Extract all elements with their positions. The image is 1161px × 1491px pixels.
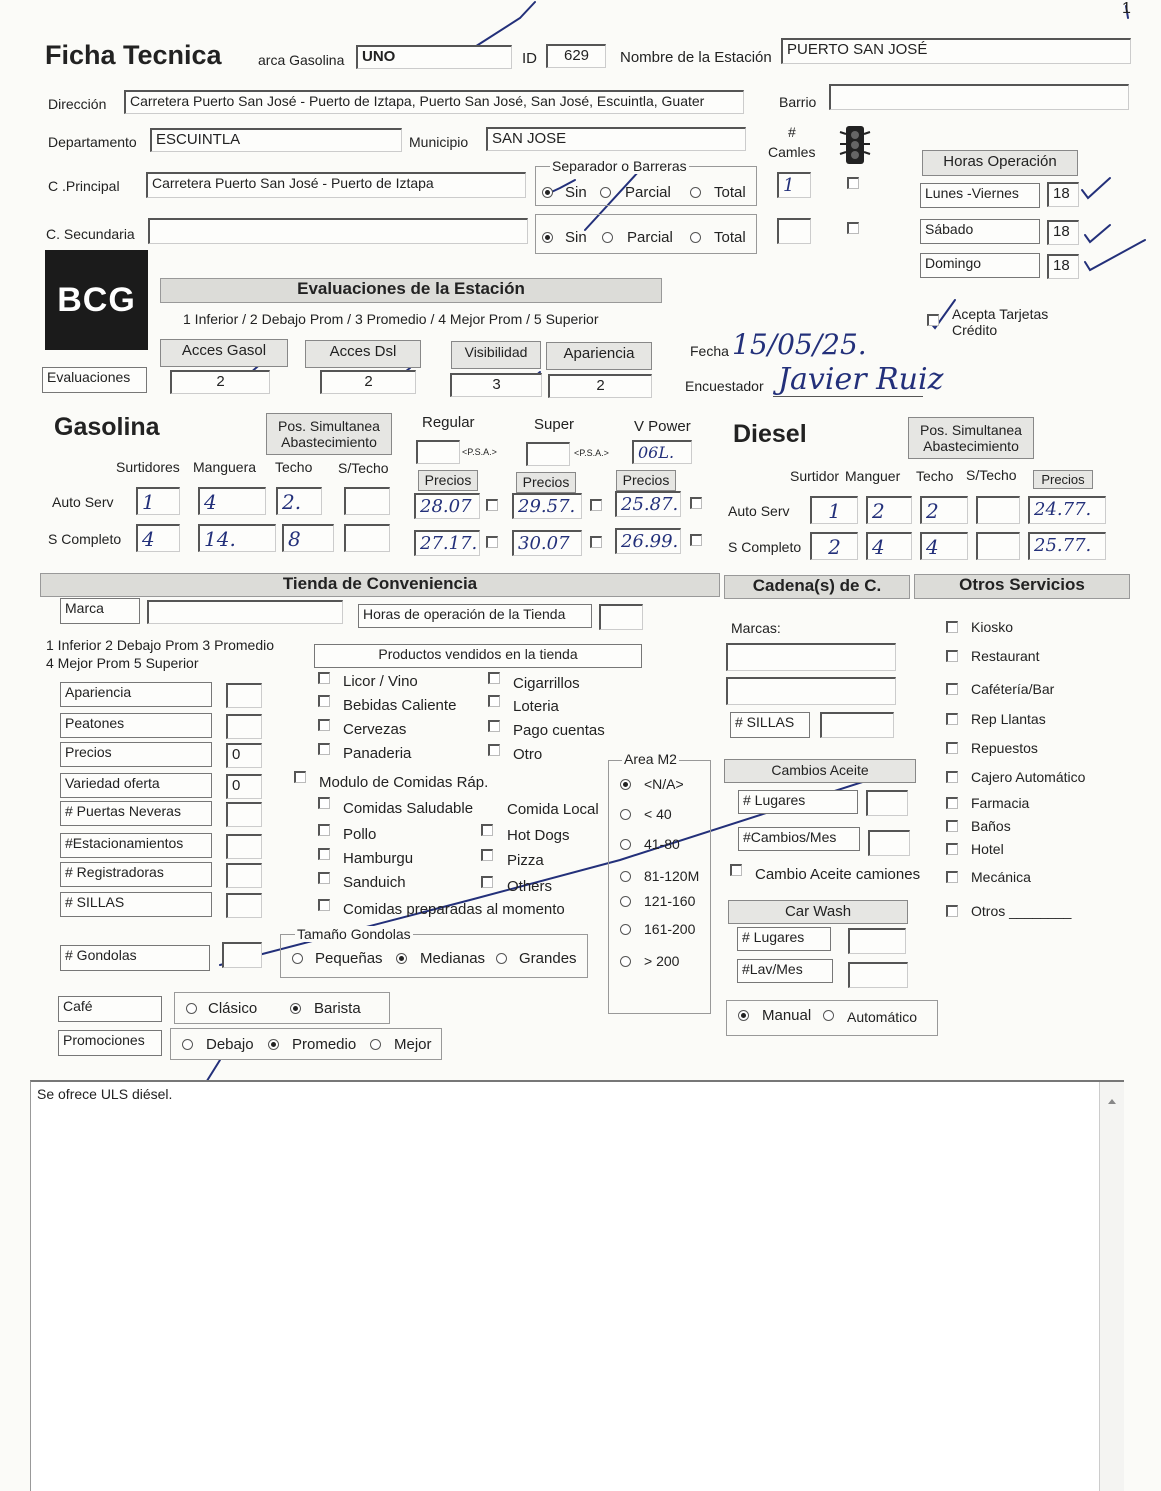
encuestador-value: Javier Ruiz <box>778 362 944 397</box>
otros-servicios-title: Otros Servicios <box>914 574 1130 599</box>
vpower-label: V Power <box>634 418 691 435</box>
acepta-tarjetas-checkbox[interactable] <box>927 314 939 326</box>
calle-secundaria-label: C. Secundaria <box>46 226 135 242</box>
domingo-field[interactable]: 18 <box>1047 254 1079 279</box>
pollo-checkbox[interactable] <box>318 824 330 836</box>
pequenas-label: Pequeñas <box>315 950 383 967</box>
sep1-parcial-radio[interactable] <box>600 187 611 198</box>
area-option-label: 41-80 <box>644 836 680 852</box>
otros-servicio-checkbox[interactable] <box>946 621 958 633</box>
nombre-estacion-label: Nombre de la Estación <box>620 49 772 66</box>
gas-sc-techo[interactable]: 8 <box>282 524 334 552</box>
pizza-label: Pizza <box>507 852 544 869</box>
diesel-auto-precio[interactable]: 24.77. <box>1028 496 1106 524</box>
regular-label: Regular <box>422 414 475 431</box>
marca-gasolina-field[interactable]: UNO <box>356 45 512 69</box>
gas-sc-vpower-check[interactable] <box>690 534 702 546</box>
otros-servicio-label: Mecánica <box>971 869 1031 885</box>
col-manguer: Manguer <box>845 468 901 484</box>
panaderia-label: Panaderia <box>343 745 412 762</box>
camiles-hash: # <box>788 124 796 140</box>
fecha-value: 15/05/25. <box>732 328 867 361</box>
col-manguera: Manguera <box>193 459 257 475</box>
medianas-label: Medianas <box>420 950 486 967</box>
comidas-preparadas-checkbox[interactable] <box>318 899 330 911</box>
otros-servicio-label: Baños <box>971 818 1011 834</box>
comida-saludable-checkbox[interactable] <box>318 797 330 809</box>
diesel-autoserv-label: Auto Serv <box>728 503 790 519</box>
rating-field[interactable] <box>226 863 262 888</box>
diesel-auto-techo[interactable]: 2 <box>920 496 968 524</box>
direccion-label: Dirección <box>48 96 107 112</box>
pizza-checkbox[interactable] <box>481 849 493 861</box>
otros-servicio-label: Farmacia <box>971 795 1030 811</box>
rating-field[interactable] <box>226 714 262 739</box>
clasico-label: Clásico <box>208 1000 258 1017</box>
sep1-total-radio[interactable] <box>690 187 701 198</box>
productos-vendidos-label: Productos vendidos en la tienda <box>314 644 642 668</box>
nombre-estacion-field[interactable]: PUERTO SAN JOSÉ <box>781 38 1131 64</box>
gas-sc-super[interactable]: 30.07 <box>512 530 582 556</box>
sep1-sin-label: Sin <box>565 184 587 201</box>
psa-label-1: <P.S.A.> <box>462 447 497 457</box>
sep2-sin-radio[interactable] <box>542 232 553 243</box>
pollo-label: Pollo <box>343 826 377 843</box>
gas-sc-regular[interactable]: 27.17. <box>414 530 480 556</box>
scroll-up-icon[interactable] <box>1100 1090 1124 1110</box>
marcas-field-1[interactable] <box>726 643 896 671</box>
otros-servicio-checkbox[interactable] <box>946 683 958 695</box>
otros-servicio-checkbox[interactable] <box>946 742 958 754</box>
gasolina-title: Gasolina <box>54 413 160 441</box>
rating-label: Precios <box>60 742 212 767</box>
precios-vpower-button[interactable]: Precios <box>616 470 676 491</box>
automatico-radio[interactable] <box>823 1010 834 1021</box>
barista-radio[interactable] <box>290 1003 301 1014</box>
fecha-label: Fecha <box>690 343 729 359</box>
promociones-label: Promociones <box>58 1030 162 1056</box>
precios-super-button[interactable]: Precios <box>516 472 576 493</box>
comida-local-label: Comida Local <box>507 801 599 818</box>
licor-checkbox[interactable] <box>318 672 330 684</box>
visibilidad-field[interactable]: 3 <box>450 373 542 397</box>
rating-field[interactable]: 0 <box>226 743 262 768</box>
sep2-parcial-label: Parcial <box>627 229 673 246</box>
page-number: 1 <box>1122 0 1131 17</box>
calle-principal-field[interactable]: Carretera Puerto San José - Puerto de Iztapa <box>146 172 526 198</box>
area-option-label: 81-120M <box>644 868 700 884</box>
cigarrillos-label: Cigarrillos <box>513 675 580 692</box>
calle-principal-label: C .Principal <box>48 178 120 194</box>
sanduich-checkbox[interactable] <box>318 872 330 884</box>
rating-label: # Registradoras <box>60 862 212 887</box>
barrio-label: Barrio <box>779 94 817 110</box>
separador-title: Separador o Barreras <box>552 158 687 174</box>
rating-field[interactable] <box>226 834 262 859</box>
marca-gasolina-label: arca Gasolina <box>258 52 345 68</box>
rating-label: Apariencia <box>60 682 212 707</box>
page-title: Ficha Tecnica <box>45 40 222 70</box>
area-option-label: > 200 <box>644 953 680 969</box>
cadena-sillas-field[interactable] <box>820 712 894 738</box>
promedio-label: Promedio <box>292 1036 357 1053</box>
lunes-viernes-label: Lunes -Viernes <box>920 183 1040 208</box>
notes-textarea[interactable] <box>30 1080 1124 1491</box>
bebidas-label: Bebidas Caliente <box>343 697 457 714</box>
area-m2-label: Area M2 <box>624 751 677 767</box>
car-wash-button[interactable]: Car Wash <box>728 900 908 924</box>
acepta-tarjetas-label: Acepta Tarjetas Crédito <box>952 306 1049 338</box>
otros-servicio-checkbox[interactable] <box>946 843 958 855</box>
cadena-sillas-label: # SILLAS <box>730 712 810 738</box>
bcg-logo: BCG <box>45 250 148 350</box>
otros-servicio-label: Repuestos <box>971 740 1038 756</box>
automatico-label: Automático <box>847 1009 918 1025</box>
gas-sc-manguera[interactable]: 14. <box>198 524 276 552</box>
municipio-label: Municipio <box>409 134 469 150</box>
apariencia-field[interactable]: 2 <box>548 374 652 398</box>
aceite-camiones-checkbox[interactable] <box>730 864 742 876</box>
gas-sc-stecho[interactable] <box>344 524 390 552</box>
sep1-parcial-label: Parcial <box>625 184 671 201</box>
calle-secundaria-field[interactable] <box>148 218 528 244</box>
marcas-label: Marcas: <box>731 620 781 636</box>
cafe-label: Café <box>58 996 162 1022</box>
otros-servicio-checkbox[interactable] <box>946 713 958 725</box>
panaderia-checkbox[interactable] <box>318 743 330 755</box>
otros-servicio-label: Rep Llantas <box>971 711 1046 727</box>
others-checkbox[interactable] <box>481 876 493 888</box>
grandes-radio[interactable] <box>496 953 507 964</box>
sep2-sin-label: Sin <box>565 229 587 246</box>
otros-servicio-label: Hotel <box>971 841 1004 857</box>
gas-auto-surtidores[interactable]: 1 <box>136 487 180 515</box>
marcas-field-2[interactable] <box>726 677 896 705</box>
hamburgu-label: Hamburgu <box>343 850 414 867</box>
aceite-lugares-label: # Lugares <box>738 790 858 814</box>
barista-label: Barista <box>314 1000 361 1017</box>
gas-auto-vpower-check[interactable] <box>690 497 702 509</box>
col-stecho-diesel: S/Techo <box>966 467 1017 483</box>
marca-tienda-field[interactable] <box>147 600 343 624</box>
camiles-label: Camles <box>768 144 816 160</box>
lunes-viernes-field[interactable]: 18 <box>1047 182 1079 207</box>
medianas-radio[interactable] <box>396 953 407 964</box>
pequenas-radio[interactable] <box>292 953 303 964</box>
otros-servicio-checkbox[interactable] <box>946 797 958 809</box>
evaluaciones-scale: 1 Inferior / 2 Debajo Prom / 3 Promedio / 4 Mejor Prom / 5 Superior <box>183 311 599 327</box>
sep2-parcial-radio[interactable] <box>602 232 613 243</box>
precios-regular-button[interactable]: Precios <box>418 470 478 491</box>
hotdogs-checkbox[interactable] <box>481 824 493 836</box>
otros-servicio-label: Otros ________ <box>971 903 1072 919</box>
gas-sc-super-check[interactable] <box>590 536 602 548</box>
licor-label: Licor / Vino <box>343 673 418 690</box>
loteria-label: Loteria <box>513 698 559 715</box>
rating-field[interactable] <box>226 893 262 918</box>
otros-servicio-label: Kiosko <box>971 619 1014 635</box>
gas-auto-regular-check[interactable] <box>486 499 498 511</box>
camiles-checkbox-1[interactable] <box>847 177 859 189</box>
notes-scrollbar[interactable] <box>1099 1082 1124 1491</box>
bebidas-checkbox[interactable] <box>318 695 330 707</box>
comidas-preparadas-label: Comidas preparadas al momento <box>343 901 565 918</box>
municipio-field[interactable]: SAN JOSE <box>486 127 746 151</box>
evaluaciones-title: Evaluaciones de la Estación <box>160 278 662 303</box>
otros-servicio-label: Cajero Automático <box>971 769 1086 785</box>
area-option-radio[interactable] <box>620 809 631 820</box>
gondolas-field[interactable] <box>222 942 262 968</box>
area-option-radio[interactable] <box>620 779 631 790</box>
regular-psa-field[interactable] <box>416 440 460 464</box>
id-field[interactable]: 629 <box>546 44 606 68</box>
tamano-gondolas-label: Tamaño Gondolas <box>297 926 411 942</box>
encuestador-label: Encuestador <box>685 378 764 394</box>
mejor-radio[interactable] <box>370 1039 381 1050</box>
rating-label: Variedad oferta <box>60 773 212 798</box>
tienda-title: Tienda de Conveniencia <box>40 573 720 597</box>
diesel-scompleto-label: S Completo <box>728 539 802 555</box>
gas-auto-super[interactable]: 29.57. <box>512 493 582 519</box>
sep2-total-radio[interactable] <box>690 232 701 243</box>
otros-servicio-label: Cafétería/Bar <box>971 681 1055 697</box>
lav-mes-field[interactable] <box>848 962 908 988</box>
diesel-sc-techo[interactable]: 4 <box>920 532 968 560</box>
horas-tienda-label: Horas de operación de la Tienda <box>358 604 592 628</box>
gas-scompleto-label: S Completo <box>48 531 122 547</box>
others-label: Others <box>507 878 553 895</box>
camiles-field-1[interactable]: 1 <box>777 172 811 198</box>
sep1-sin-radio[interactable] <box>542 187 553 198</box>
gas-autoserv-label: Auto Serv <box>52 494 114 510</box>
otros-servicio-label: Restaurant <box>971 648 1040 664</box>
grandes-label: Grandes <box>519 950 577 967</box>
diesel-sc-manguer[interactable]: 4 <box>866 532 912 560</box>
rating-label: #Estacionamientos <box>60 833 212 858</box>
area-option-radio[interactable] <box>620 839 631 850</box>
departamento-field[interactable]: ESCUINTLA <box>150 128 402 152</box>
promedio-radio[interactable] <box>268 1039 279 1050</box>
camiles-field-2[interactable] <box>777 218 811 244</box>
area-option-radio[interactable] <box>620 871 631 882</box>
diesel-sc-precio[interactable]: 25.77. <box>1028 532 1106 560</box>
clasico-radio[interactable] <box>186 1003 197 1014</box>
gas-sc-vpower[interactable]: 26.99. <box>615 528 681 554</box>
notes-text: Se ofrece ULS diésel. <box>37 1086 173 1102</box>
precios-diesel-button[interactable]: Precios <box>1033 470 1093 489</box>
diesel-pos-simultanea-button[interactable]: Pos. Simultanea Abastecimiento <box>908 417 1034 459</box>
debajo-label: Debajo <box>206 1036 254 1053</box>
area-option-label: 161-200 <box>644 921 696 937</box>
diesel-sc-surtidor[interactable]: 2 <box>810 532 858 560</box>
area-m2-frame <box>608 760 711 1014</box>
rating-field[interactable] <box>226 802 262 827</box>
pago-cuentas-checkbox[interactable] <box>488 720 500 732</box>
area-option-label: 121-160 <box>644 893 696 909</box>
diesel-auto-stecho[interactable] <box>976 496 1020 524</box>
lav-mes-label: #Lav/Mes <box>737 959 833 983</box>
rating-field[interactable] <box>226 683 262 708</box>
evaluaciones-label: Evaluaciones <box>42 367 147 393</box>
area-option-radio[interactable] <box>620 896 631 907</box>
cambios-aceite-button[interactable]: Cambios Aceite <box>724 759 916 783</box>
carwash-lugares-field[interactable] <box>848 928 906 954</box>
tienda-scale-1: 1 Inferior 2 Debajo Prom 3 Promedio <box>46 637 274 653</box>
modulo-comidas-checkbox[interactable] <box>294 771 306 783</box>
cambios-mes-field[interactable] <box>868 830 910 856</box>
gas-auto-super-check[interactable] <box>590 499 602 511</box>
sabado-field[interactable]: 18 <box>1047 220 1079 245</box>
gas-sc-surtidores[interactable]: 4 <box>136 524 180 552</box>
horas-operacion-button[interactable]: Horas Operación <box>922 150 1078 176</box>
col-surtidores: Surtidores <box>116 459 180 475</box>
gas-auto-techo[interactable]: 2. <box>276 487 322 515</box>
diesel-sc-stecho[interactable] <box>976 532 1020 560</box>
sabado-label: Sábado <box>920 219 1040 244</box>
cadena-title: Cadena(s) de C. <box>724 575 910 599</box>
acces-dsl-button[interactable]: Acces Dsl <box>305 340 421 368</box>
vpower-psa-field[interactable]: 06L. <box>632 440 692 464</box>
domingo-label: Domingo <box>920 253 1040 278</box>
gas-auto-regular[interactable]: 28.07 <box>414 493 480 519</box>
col-techo-diesel: Techo <box>916 468 954 484</box>
area-option-radio[interactable] <box>620 924 631 935</box>
col-techo: Techo <box>275 459 313 475</box>
apariencia-button[interactable]: Apariencia <box>546 342 652 370</box>
cambios-mes-label: #Cambios/Mes <box>738 827 860 851</box>
traffic-light-icon <box>838 124 874 168</box>
visibilidad-button[interactable]: Visibilidad <box>451 341 541 369</box>
psa-label-2: <P.S.A.> <box>574 448 609 458</box>
super-label: Super <box>534 416 575 433</box>
otros-servicio-checkbox[interactable] <box>946 871 958 883</box>
otros-servicio-checkbox[interactable] <box>946 905 958 917</box>
cigarrillos-checkbox[interactable] <box>488 672 500 684</box>
horas-tienda-field[interactable] <box>599 604 643 630</box>
gas-auto-vpower[interactable]: 25.87. <box>615 491 681 517</box>
sep2-total-label: Total <box>714 229 746 246</box>
loteria-checkbox[interactable] <box>488 695 500 707</box>
sep1-total-label: Total <box>714 184 746 201</box>
comida-saludable-label: Comidas Saludable <box>343 800 474 817</box>
otro-label: Otro <box>513 746 543 763</box>
area-option-radio[interactable] <box>620 956 631 967</box>
aceite-camiones-label: Cambio Aceite camiones <box>755 866 921 883</box>
debajo-radio[interactable] <box>182 1039 193 1050</box>
manual-radio[interactable] <box>738 1010 749 1021</box>
diesel-auto-surtidor[interactable]: 1 <box>810 496 858 524</box>
diesel-auto-manguer[interactable]: 2 <box>866 496 912 524</box>
gondolas-label: # Gondolas <box>60 945 210 971</box>
area-option-label: < 40 <box>644 806 672 822</box>
tienda-scale-2: 4 Mejor Prom 5 Superior <box>46 655 199 671</box>
marca-tienda-label: Marca <box>60 598 140 624</box>
acces-gasol-button[interactable]: Acces Gasol <box>160 339 288 367</box>
manual-label: Manual <box>762 1007 812 1024</box>
gas-sc-regular-check[interactable] <box>486 536 498 548</box>
otros-servicio-checkbox[interactable] <box>946 771 958 783</box>
cervezas-checkbox[interactable] <box>318 719 330 731</box>
departamento-label: Departamento <box>48 134 137 150</box>
area-option-label: <N/A> <box>644 776 684 792</box>
cervezas-label: Cervezas <box>343 721 407 738</box>
col-stecho: S/Techo <box>338 460 389 476</box>
barrio-field[interactable] <box>829 84 1129 110</box>
aceite-lugares-field[interactable] <box>866 790 908 816</box>
rating-label: Peatones <box>60 713 212 738</box>
gasolina-pos-simultanea-button[interactable]: Pos. Simultanea Abastecimiento <box>266 413 392 455</box>
gas-auto-manguera[interactable]: 4 <box>198 487 266 515</box>
acces-gasol-field[interactable]: 2 <box>170 370 270 394</box>
pago-cuentas-label: Pago cuentas <box>513 722 605 739</box>
mejor-label: Mejor <box>394 1036 432 1053</box>
super-psa-field[interactable] <box>526 442 570 466</box>
hamburgu-checkbox[interactable] <box>318 848 330 860</box>
direccion-field[interactable]: Carretera Puerto San José - Puerto de Iztapa, Puerto San José, San José, Escuintla, Guater <box>124 90 744 114</box>
rating-label: # SILLAS <box>60 892 212 917</box>
camiles-checkbox-2[interactable] <box>847 222 859 234</box>
otros-servicio-checkbox[interactable] <box>946 650 958 662</box>
acces-dsl-field[interactable]: 2 <box>320 370 416 394</box>
otro-checkbox[interactable] <box>488 744 500 756</box>
diesel-title: Diesel <box>733 420 807 448</box>
rating-label: # Puertas Neveras <box>60 801 212 826</box>
hotdogs-label: Hot Dogs <box>507 827 570 844</box>
carwash-lugares-label: # Lugares <box>737 927 831 951</box>
modulo-comidas-label: Modulo de Comidas Ráp. <box>319 774 489 791</box>
gas-auto-stecho[interactable] <box>344 487 390 515</box>
id-label: ID <box>522 50 537 67</box>
col-surtidor: Surtidor <box>790 468 840 484</box>
sanduich-label: Sanduich <box>343 874 406 891</box>
rating-field[interactable]: 0 <box>226 774 262 799</box>
otros-servicio-checkbox[interactable] <box>946 820 958 832</box>
